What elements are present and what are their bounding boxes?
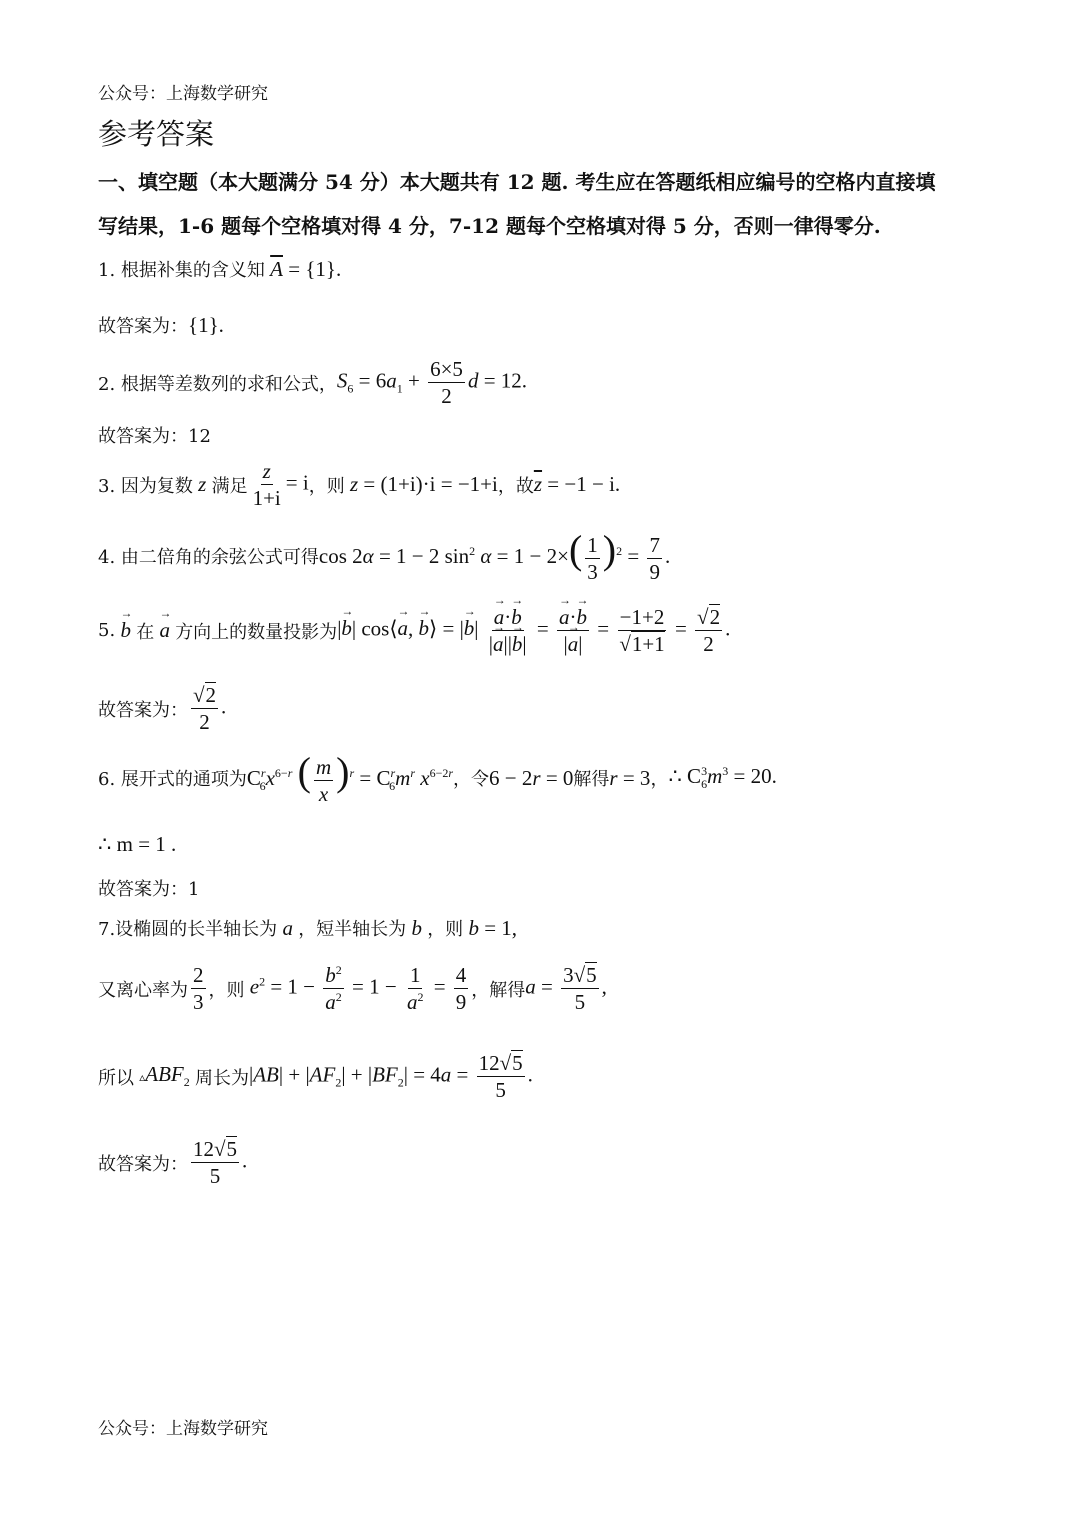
q7-answer-label: 故答案为：	[98, 1153, 188, 1175]
q7-formula-2: $e^2 = 1$ − $\frac{b^2}{a^2}$ = 1 − $\frac{1}{a^2}$ = $\frac{4}{9}$	[249, 963, 467, 1015]
q6-text-b: ，令	[453, 769, 490, 791]
q1-answer	[98, 312, 224, 338]
q7-line2-b: ，则	[208, 979, 245, 1001]
q7-var-a: a	[277, 915, 299, 940]
q3-text-d: ，故	[497, 475, 534, 497]
page-header: 公众号：上海数学研究	[98, 84, 268, 104]
q1-text: 1. 根据补集的含义知	[98, 260, 265, 281]
q5-solution	[98, 606, 730, 655]
q2-formula: $S_6 = 6a_1$ + $\frac{6\times 5}{2}$ d = 12.	[336, 357, 528, 409]
q5-text-c: 方向上的数量投影为	[175, 621, 338, 643]
q7-line1-b: ，短半轴长为	[298, 919, 407, 940]
q1-answer-label: 故答案为：	[98, 316, 188, 337]
q6-formula-4: ∴ $C^3_6m^3 = 20$.	[668, 764, 777, 792]
q3-text-b: 满足	[211, 475, 248, 497]
q3-solution	[98, 460, 620, 509]
section-heading-line1: 一、填空题（本大题满分 54 分）本大题共有 12 题. 考生应在答题纸相应编号的空格内直接填	[98, 170, 936, 194]
q2-text: 2. 根据等差数列的求和公式，	[98, 373, 337, 395]
section-heading-line2: 写结果，1-6 题每个空格填对得 4 分，7-12 题每个空格填对得 5 分，否则一律得零分.	[98, 214, 881, 238]
q7-var-b: b	[406, 915, 428, 940]
q5-formula: |→ b| cos⟨→ a, → b⟩ = |→ b| → $\frac{a\cdot\to b}{|\to a||\to b|}$ = → $\frac{a\cdot\to b}{|\to a|}$ = $\frac{-1+2}{√1+1}$ = $\frac{√2}{2}$ .	[337, 606, 730, 655]
q7-line1-c: ，则	[427, 919, 464, 940]
q6-formula-2: 6 − 2r = 0	[489, 765, 574, 790]
q1-solution	[98, 256, 341, 282]
q5-text-b: 在	[136, 621, 155, 643]
page-title: 参考答案	[98, 117, 215, 151]
q7-ecc: $\frac{2}{3}$	[193, 963, 204, 1015]
q5-answer-formula: $\frac{√2}{2}$ .	[193, 683, 227, 735]
q7-line2	[98, 964, 607, 1013]
q6-text-c: 解得	[573, 769, 610, 791]
q7-line3	[98, 1052, 533, 1101]
q4-formula: cos 2α = 1 − 2 $\sin^2 \alpha = 1 - 2\times$( $\frac{1}{3}$ )$^2$ = $\frac{7}{9}$ .	[318, 527, 671, 584]
q7-answer	[98, 1138, 247, 1187]
q6-conclusion: ∴ m = 1 .	[98, 832, 177, 856]
q3-formula-2: z = (1+i)·i = −1+i	[349, 472, 498, 497]
q6-formula-3: r = 3	[609, 765, 651, 790]
q7-line3-a: 所以	[98, 1067, 134, 1089]
q5-vec-b: → b	[115, 618, 136, 643]
q3-formula-3: $\overline{z} = -1 - i$.	[533, 472, 621, 497]
q2-answer: 故答案为：12	[98, 426, 211, 447]
q5-text-a: 5.	[98, 620, 116, 642]
q7-line1-a: 7.设椭圆的长半轴长为	[98, 919, 278, 940]
q7-line2-c: ，解得	[471, 979, 526, 1001]
q7-answer-formula: $\frac{12√5}{5}$ .	[193, 1137, 248, 1189]
q7-line1	[98, 915, 517, 941]
q7-formula-3: a = $\frac{3√5}{5}$ ,	[525, 963, 607, 1015]
q7-line3-b: 周长为	[195, 1067, 250, 1089]
q4-solution	[98, 527, 671, 584]
q3-var-z: z	[192, 472, 212, 497]
q6-text-a: 6. 展开式的通项为	[98, 769, 247, 791]
q3-text-c: ，则	[308, 475, 345, 497]
q3-formula-1: $\frac{z}{1+i}$ = i	[252, 459, 309, 511]
q6-text-d: ，	[650, 769, 669, 791]
q1-answer-formula: {1}.	[188, 312, 224, 337]
q7-formula-4: $|AB| + |AF_2| + |BF_2| = 4a$ = $\frac{12√5}{5}$ .	[249, 1051, 533, 1103]
q5-vec-a: → a	[154, 618, 175, 643]
q5-answer-label: 故答案为：	[98, 699, 188, 721]
q4-text: 4. 由二倍角的余弦公式可得	[98, 547, 319, 569]
q6-answer: 故答案为：1	[98, 879, 200, 900]
q6-solution	[98, 749, 777, 806]
q1-formula: $\overline{A} = \{1\}$.	[270, 256, 342, 281]
q5-answer	[98, 684, 226, 733]
q6-formula-1: $C^r_6x^{6-r}$ ( $\frac{m}{x}$ )$^r = C^r_6m^r$ $x^{6-2r}$	[246, 749, 454, 806]
q2-solution	[98, 358, 527, 407]
page-footer: 公众号：上海数学研究	[98, 1419, 268, 1439]
q7-triangle: $▵ABF_2$	[139, 1062, 190, 1090]
q7-line2-a: 又离心率为	[98, 979, 188, 1001]
q7-formula-1: b = 1,	[468, 915, 518, 940]
q3-text-a: 3. 因为复数	[98, 475, 193, 497]
